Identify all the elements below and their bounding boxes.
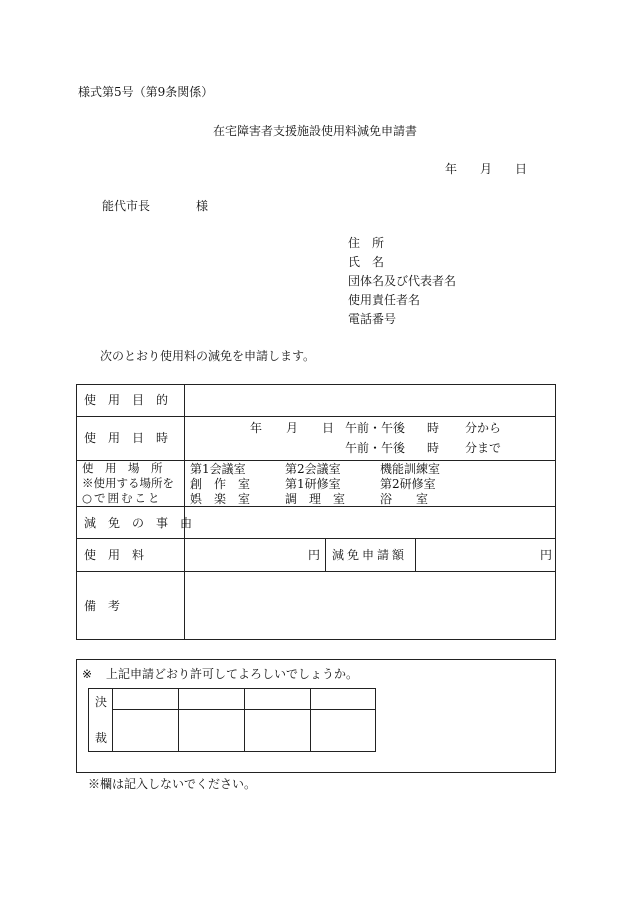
approver-title-cell[interactable] — [179, 689, 243, 708]
datetime-to: 分まで — [465, 441, 502, 455]
approver-seal-cell[interactable] — [245, 710, 309, 751]
purpose-label: 使 用 目 的 — [84, 393, 169, 407]
room-option[interactable]: 第2会議室 — [285, 462, 341, 476]
date-day: 日 — [515, 162, 528, 176]
form-number: 様式第5号（第9条関係） — [78, 85, 214, 99]
reduction-unit: 円 — [540, 548, 553, 562]
fee-unit: 円 — [308, 548, 321, 562]
room-option[interactable]: 第2研修室 — [380, 477, 436, 491]
room-option[interactable]: 創 作 室 — [190, 477, 251, 491]
applicant-manager-label: 使用責任者名 — [348, 293, 421, 307]
approver-seal-cell[interactable] — [113, 710, 177, 751]
page-title: 在宅障害者支援施設使用料減免申請書 — [212, 124, 417, 138]
datetime-from: 分から — [465, 421, 502, 435]
remarks-label: 備 考 — [84, 599, 121, 613]
date-year: 年 — [445, 162, 458, 176]
datetime-ampm-end: 午前・午後 — [345, 441, 406, 455]
datetime-hour-start: 時 — [427, 421, 440, 435]
room-option[interactable]: 第1会議室 — [190, 462, 246, 476]
intro-text: 次のとおり使用料の減免を申請します。 — [100, 349, 316, 363]
datetime-day: 日 — [322, 421, 335, 435]
datetime-year: 年 — [250, 421, 263, 435]
approver-title-cell[interactable] — [311, 689, 375, 708]
applicant-name-label: 氏 名 — [348, 255, 385, 269]
place-label-2: ※使用する場所を — [82, 476, 174, 490]
footnote: ※欄は記入しないでください。 — [88, 777, 257, 791]
applicant-phone-label: 電話番号 — [348, 312, 397, 326]
datetime-label: 使 用 日 時 — [84, 431, 169, 445]
datetime-month: 月 — [286, 421, 299, 435]
decision-char-1: 決 — [95, 695, 108, 709]
room-option[interactable]: 調 理 室 — [285, 492, 346, 506]
purpose-field[interactable] — [186, 386, 554, 414]
reason-label: 減 免 の 事 由 — [84, 516, 193, 530]
place-label-1: 使 用 場 所 — [82, 461, 163, 475]
remarks-field[interactable] — [186, 573, 554, 638]
approval-question: 上記申請どおり許可してよろしいでしょうか。 — [106, 667, 359, 681]
datetime-hour-end: 時 — [427, 441, 440, 455]
fee-label: 使 用 料 — [84, 548, 145, 562]
date-month: 月 — [480, 162, 493, 176]
addressee-name: 能代市長 — [102, 199, 151, 213]
decision-char-2: 裁 — [95, 731, 108, 745]
approver-title-cell[interactable] — [245, 689, 309, 708]
approver-title-cell[interactable] — [113, 689, 177, 708]
applicant-address-label: 住 所 — [348, 236, 385, 250]
room-option[interactable]: 娯 楽 室 — [190, 492, 251, 506]
reason-field[interactable] — [186, 508, 554, 536]
approver-seal-cell[interactable] — [179, 710, 243, 751]
reduction-field[interactable] — [417, 540, 537, 569]
room-option[interactable]: 機能訓練室 — [380, 462, 441, 476]
room-option[interactable]: 浴 室 — [380, 492, 429, 506]
applicant-org-label: 団体名及び代表者名 — [348, 274, 457, 288]
approver-seal-cell[interactable] — [311, 710, 375, 751]
fee-field[interactable] — [186, 540, 306, 569]
reduction-label: 減免申請額 — [332, 548, 408, 562]
place-label-3: ○で囲むこと — [82, 491, 162, 505]
addressee-honorific: 様 — [196, 199, 209, 213]
office-mark: ※ — [82, 667, 93, 681]
datetime-ampm-start: 午前・午後 — [345, 421, 406, 435]
room-option[interactable]: 第1研修室 — [285, 477, 341, 491]
